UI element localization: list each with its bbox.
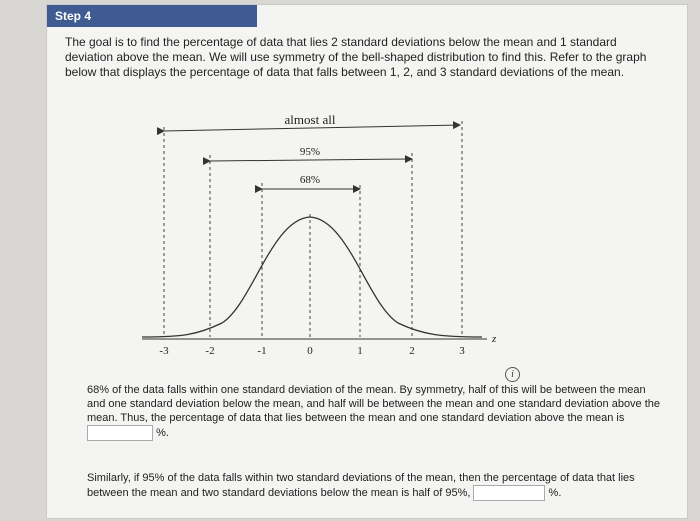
paragraph-two-text: Similarly, if 95% of the data falls within two standard deviations of the mean, then the percentage of data that lies between the mean and two standard deviations below the mean is half of 95%, bbox=[87, 472, 635, 499]
tick-label: 0 bbox=[307, 345, 313, 354]
tick-label: 2 bbox=[409, 345, 415, 354]
z-label: z bbox=[492, 333, 497, 345]
tick-label: 1 bbox=[357, 345, 363, 354]
unit-percent-two: %. bbox=[548, 486, 562, 499]
bell-curve bbox=[142, 217, 482, 337]
info-icon[interactable]: i bbox=[505, 367, 520, 382]
paragraph-one bbox=[87, 383, 662, 441]
tick-label: 3 bbox=[459, 345, 465, 354]
label-almost-all: almost all bbox=[284, 112, 336, 127]
paragraph-one-text: 68% of the data falls within one standard deviation of the mean. By symmetry, half of this will be between the mean and one standard deviation below the mean, and half will be between the mean and one standard deviation above the mean. Thus, the percentage of data that lies between the mean and one standard deviation above the mean is bbox=[87, 384, 661, 424]
tick-label: -3 bbox=[159, 345, 169, 354]
answer-input-two[interactable] bbox=[473, 485, 545, 501]
answer-input-one[interactable] bbox=[87, 425, 153, 441]
label-68: 68% bbox=[299, 174, 321, 186]
intro-text: The goal is to find the percentage of data that lies 2 standard deviations below the mean and 1 standard deviation above the mean. We will use symmetry of the bell-shaped distribution to find this. Refer to the graph below that displays the percentage of data that falls between 1, 2, and 3 standard deviations of the mean. bbox=[65, 35, 647, 79]
step-panel bbox=[46, 4, 688, 519]
unit-percent-one: %. bbox=[156, 426, 169, 439]
tick-label: -2 bbox=[205, 345, 215, 354]
paragraph-two bbox=[87, 471, 662, 501]
bell-curve-figure bbox=[142, 109, 552, 354]
ninety-five-arrow bbox=[210, 159, 412, 161]
tick-label: -1 bbox=[257, 345, 267, 354]
label-95: 95% bbox=[299, 146, 321, 158]
step-header: Step 4 bbox=[47, 5, 257, 27]
